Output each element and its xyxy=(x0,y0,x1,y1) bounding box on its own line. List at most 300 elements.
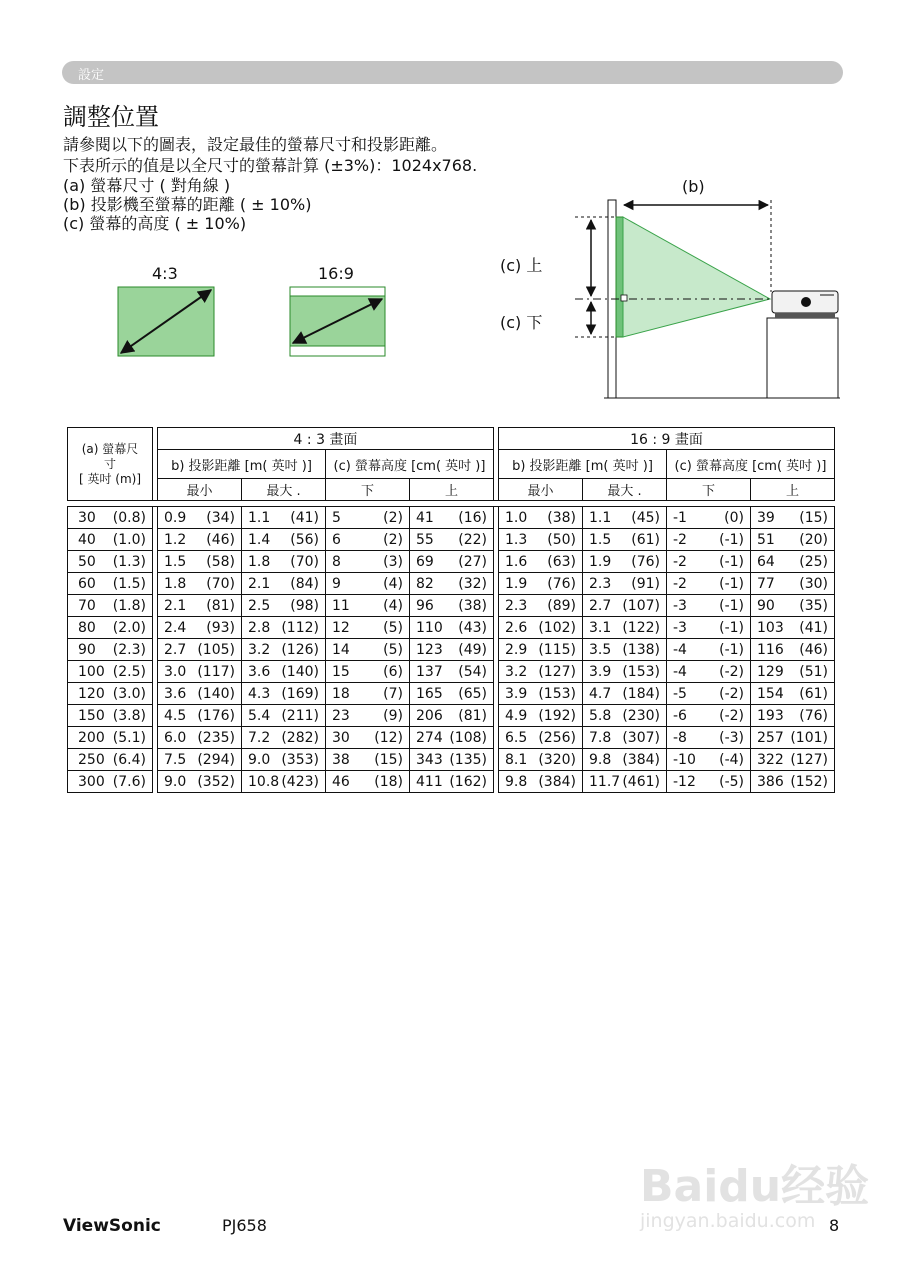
cell-value-paren: (153) xyxy=(622,663,660,680)
cell-value: -4 xyxy=(673,641,687,658)
cell-value: -8 xyxy=(673,729,687,746)
table-cell xyxy=(499,529,583,551)
cell-value-paren: (0.8) xyxy=(112,509,146,526)
cell-value-paren: (-1) xyxy=(719,553,744,570)
table-cell xyxy=(499,749,583,771)
cell-value: 90 xyxy=(78,641,96,658)
cell-value-paren: (30) xyxy=(799,575,828,592)
cell-value-paren: (41) xyxy=(799,619,828,636)
cell-value: 70 xyxy=(78,597,96,614)
cell-value: 411 xyxy=(416,773,443,790)
cell-value: -3 xyxy=(673,597,687,614)
screen-size-cell xyxy=(68,683,153,705)
cell-value: 1.1 xyxy=(589,509,612,526)
cell-value-paren: (-1) xyxy=(719,641,744,658)
cell-value: 2.7 xyxy=(164,641,187,658)
table-cell xyxy=(242,749,326,771)
cell-value: 1.6 xyxy=(505,553,528,570)
table-cell xyxy=(410,771,494,793)
intro-line: 下表所示的值是以全尺寸的螢幕計算 (±3%)：1024x768. xyxy=(63,156,478,175)
cell-value-paren: (-2) xyxy=(719,663,744,680)
cell-value-paren: (54) xyxy=(458,663,487,680)
cell-value-paren: (115) xyxy=(538,641,576,658)
cell-value: 11 xyxy=(332,597,350,614)
cell-value: 322 xyxy=(757,751,784,768)
table-cell xyxy=(158,595,242,617)
cell-value-paren: (58) xyxy=(206,553,235,570)
table-cell xyxy=(158,771,242,793)
cell-value-paren: (353) xyxy=(281,751,319,768)
cell-value-paren: (65) xyxy=(458,685,487,702)
cell-value-paren: (18) xyxy=(374,773,403,790)
cell-value: 12 xyxy=(332,619,350,636)
cell-value: 2.5 xyxy=(248,597,271,614)
cell-value: 2.3 xyxy=(505,597,528,614)
table-cell xyxy=(499,727,583,749)
cell-value-paren: (256) xyxy=(538,729,576,746)
cell-value-paren: (76) xyxy=(631,553,660,570)
cell-value-paren: (70) xyxy=(290,553,319,570)
cell-value: 6 xyxy=(332,531,341,548)
screen-size-cell xyxy=(68,507,153,529)
table-cell xyxy=(326,749,410,771)
cell-value: 300 xyxy=(78,773,105,790)
watermark-logo: Baidu经验 xyxy=(640,1161,870,1212)
screen-size-header: (a) 螢幕尺 寸 [ 英吋 (m)] xyxy=(68,428,153,501)
table-cell xyxy=(326,683,410,705)
projection-screen xyxy=(616,217,623,337)
cell-value: 1.9 xyxy=(505,575,528,592)
cell-value: 10.8 xyxy=(248,773,280,790)
cell-value-paren: (32) xyxy=(458,575,487,592)
table-row xyxy=(68,507,835,529)
cell-value-paren: (108) xyxy=(449,729,487,746)
cell-value: 7.5 xyxy=(164,751,187,768)
cell-value: 1.9 xyxy=(589,553,612,570)
cell-value: 3.0 xyxy=(164,663,187,680)
footer-model: PJ658 xyxy=(222,1216,267,1235)
table-cell xyxy=(667,727,751,749)
cell-value: 1.1 xyxy=(248,509,271,526)
cell-value-paren: (230) xyxy=(622,707,660,724)
table-cell xyxy=(667,595,751,617)
cell-value: 206 xyxy=(416,707,443,724)
height-down-label: (c) 下 xyxy=(500,313,543,332)
cell-value-paren: (1.8) xyxy=(112,597,146,614)
cell-value-paren: (38) xyxy=(547,509,576,526)
height-header-43: (c) 螢幕高度 [cm( 英吋 )] xyxy=(326,450,494,479)
cell-value: 103 xyxy=(757,619,784,636)
cell-value-paren: (2.0) xyxy=(112,619,146,636)
min-header: 最小 xyxy=(158,479,242,501)
table-row xyxy=(68,529,835,551)
cell-value: 116 xyxy=(757,641,784,658)
table-body xyxy=(68,507,835,793)
cell-value: 3.6 xyxy=(164,685,187,702)
table-cell xyxy=(242,617,326,639)
cell-value: 1.3 xyxy=(505,531,528,548)
intro-line: (a) 螢幕尺寸 ( 對角線 ) xyxy=(63,176,231,195)
cell-value: 3.6 xyxy=(248,663,271,680)
max-header: 最大 . xyxy=(583,479,667,501)
cell-value-paren: (70) xyxy=(206,575,235,592)
table-cell xyxy=(158,639,242,661)
table-cell xyxy=(158,617,242,639)
table-cell xyxy=(158,507,242,529)
cell-value-paren: (34) xyxy=(206,509,235,526)
cell-value: 274 xyxy=(416,729,443,746)
table-cell xyxy=(667,507,751,529)
cell-value: 7.8 xyxy=(589,729,612,746)
cell-value: 1.8 xyxy=(248,553,271,570)
cell-value: 123 xyxy=(416,641,443,658)
table-cell xyxy=(751,529,835,551)
cell-value: 7.2 xyxy=(248,729,271,746)
cell-value: 2.1 xyxy=(248,575,271,592)
table-cell xyxy=(410,639,494,661)
cell-value: 80 xyxy=(78,619,96,636)
cell-value-paren: (-3) xyxy=(719,729,744,746)
table-cell xyxy=(158,705,242,727)
cell-value: 100 xyxy=(78,663,105,680)
table-cell xyxy=(583,595,667,617)
cell-value-paren: (235) xyxy=(197,729,235,746)
cell-value-paren: (423) xyxy=(281,773,319,790)
table-cell xyxy=(583,573,667,595)
cell-value-paren: (184) xyxy=(622,685,660,702)
cell-value-paren: (461) xyxy=(622,773,660,790)
table-cell xyxy=(326,573,410,595)
cell-value: 3.9 xyxy=(505,685,528,702)
table-cell xyxy=(410,529,494,551)
cell-value: 2.1 xyxy=(164,597,187,614)
table-cell xyxy=(410,683,494,705)
table-cell xyxy=(410,727,494,749)
cell-value-paren: (89) xyxy=(547,597,576,614)
screen-size-cell xyxy=(68,617,153,639)
cell-value-paren: (6.4) xyxy=(112,751,146,768)
projector-table xyxy=(767,318,838,398)
cell-value-paren: (43) xyxy=(458,619,487,636)
cell-value: -12 xyxy=(673,773,696,790)
table-cell xyxy=(158,573,242,595)
cell-value: 46 xyxy=(332,773,350,790)
table-cell xyxy=(583,551,667,573)
cell-value: 15 xyxy=(332,663,350,680)
cell-value: 90 xyxy=(757,597,775,614)
table-cell xyxy=(410,573,494,595)
cell-value-paren: (46) xyxy=(799,641,828,658)
table-cell xyxy=(242,529,326,551)
cell-value-paren: (35) xyxy=(799,597,828,614)
cell-value-paren: (127) xyxy=(538,663,576,680)
cell-value-paren: (45) xyxy=(631,509,660,526)
projector-icon xyxy=(772,291,838,318)
table-cell xyxy=(751,507,835,529)
cell-value-paren: (307) xyxy=(622,729,660,746)
cell-value: 9.0 xyxy=(248,751,271,768)
table-cell xyxy=(751,705,835,727)
cell-value: 9.8 xyxy=(589,751,612,768)
cell-value-paren: (22) xyxy=(458,531,487,548)
table-cell xyxy=(242,507,326,529)
cell-value-paren: (127) xyxy=(790,751,828,768)
screen-size-cell xyxy=(68,749,153,771)
table-cell xyxy=(751,639,835,661)
table-cell xyxy=(751,683,835,705)
cell-value-paren: (15) xyxy=(374,751,403,768)
cell-value: 257 xyxy=(757,729,784,746)
table-cell xyxy=(499,573,583,595)
cell-value: 23 xyxy=(332,707,350,724)
cell-value-paren: (0) xyxy=(724,509,744,526)
cell-value: 40 xyxy=(78,531,96,548)
cell-value-paren: (135) xyxy=(449,751,487,768)
cell-value-paren: (-1) xyxy=(719,531,744,548)
cell-value-paren: (-1) xyxy=(719,575,744,592)
cell-value-paren: (4) xyxy=(383,575,403,592)
table-cell xyxy=(499,551,583,573)
cell-value-paren: (320) xyxy=(538,751,576,768)
cell-value: 1.4 xyxy=(248,531,271,548)
cell-value: 55 xyxy=(416,531,434,548)
table-cell xyxy=(326,617,410,639)
cell-value-paren: (81) xyxy=(206,597,235,614)
cell-value: 3.9 xyxy=(589,663,612,680)
cell-value: 41 xyxy=(416,509,434,526)
table-row xyxy=(68,573,835,595)
cell-value: 38 xyxy=(332,751,350,768)
cell-value: -2 xyxy=(673,531,687,548)
cell-value: 4.5 xyxy=(164,707,187,724)
cell-value: 2.8 xyxy=(248,619,271,636)
cell-value-paren: (63) xyxy=(547,553,576,570)
ratio-43-label: 4:3 xyxy=(152,264,178,283)
distance-label: (b) xyxy=(682,177,705,196)
table-cell xyxy=(326,507,410,529)
cell-value-paren: (122) xyxy=(622,619,660,636)
table-cell xyxy=(667,529,751,551)
table-cell xyxy=(410,661,494,683)
table-cell xyxy=(583,683,667,705)
table-cell xyxy=(158,551,242,573)
cell-value-paren: (12) xyxy=(374,729,403,746)
cell-value-paren: (16) xyxy=(458,509,487,526)
cell-value-paren: (126) xyxy=(281,641,319,658)
cell-value: 2.3 xyxy=(589,575,612,592)
intro-line: (b) 投影機至螢幕的距離 ( ± 10%) xyxy=(63,195,312,214)
table-cell xyxy=(242,573,326,595)
table-cell xyxy=(751,661,835,683)
table-cell xyxy=(158,727,242,749)
cell-value-paren: (2) xyxy=(383,509,403,526)
down-header: 下 xyxy=(326,479,410,501)
cell-value-paren: (27) xyxy=(458,553,487,570)
cell-value: 4.7 xyxy=(589,685,612,702)
table-cell xyxy=(499,683,583,705)
cell-value: 64 xyxy=(757,553,775,570)
screen-size-cell xyxy=(68,551,153,573)
max-header: 最大 . xyxy=(242,479,326,501)
table-cell xyxy=(326,639,410,661)
cell-value-paren: (102) xyxy=(538,619,576,636)
table-cell xyxy=(583,771,667,793)
cell-value-paren: (169) xyxy=(281,685,319,702)
cell-value-paren: (352) xyxy=(197,773,235,790)
table-cell xyxy=(667,661,751,683)
table-cell xyxy=(499,507,583,529)
table-cell xyxy=(751,771,835,793)
intro-line: 請參閱以下的圖表，設定最佳的螢幕尺寸和投影距離。 xyxy=(63,135,448,154)
cell-value: -3 xyxy=(673,619,687,636)
cell-value: 8 xyxy=(332,553,341,570)
table-cell xyxy=(667,771,751,793)
cell-value: 165 xyxy=(416,685,443,702)
cell-value-paren: (2) xyxy=(383,531,403,548)
table-row xyxy=(68,551,835,573)
table-cell xyxy=(499,705,583,727)
cell-value-paren: (-1) xyxy=(719,597,744,614)
cell-value: 2.9 xyxy=(505,641,528,658)
cell-value-paren: (107) xyxy=(622,597,660,614)
cell-value: 343 xyxy=(416,751,443,768)
table-cell xyxy=(583,529,667,551)
cell-value: 30 xyxy=(332,729,350,746)
cell-value: -2 xyxy=(673,553,687,570)
table-cell xyxy=(410,705,494,727)
table-row xyxy=(68,639,835,661)
cell-value: 110 xyxy=(416,619,443,636)
cell-value-paren: (7) xyxy=(383,685,403,702)
cell-value: -2 xyxy=(673,575,687,592)
cell-value: 82 xyxy=(416,575,434,592)
table-cell xyxy=(158,529,242,551)
cell-value: 200 xyxy=(78,729,105,746)
table-cell xyxy=(667,573,751,595)
cell-value-paren: (20) xyxy=(799,531,828,548)
table-cell xyxy=(326,529,410,551)
cell-value-paren: (384) xyxy=(538,773,576,790)
cell-value-paren: (3.8) xyxy=(112,707,146,724)
cell-value-paren: (7.6) xyxy=(112,773,146,790)
table-cell xyxy=(158,683,242,705)
cell-value: 1.0 xyxy=(505,509,528,526)
table-cell xyxy=(326,727,410,749)
cell-value-paren: (294) xyxy=(197,751,235,768)
cell-value: 6.5 xyxy=(505,729,528,746)
table-cell xyxy=(583,705,667,727)
throw-distance-table xyxy=(67,427,835,793)
cell-value: 3.2 xyxy=(248,641,271,658)
table-row xyxy=(68,617,835,639)
screen-size-cell xyxy=(68,727,153,749)
cell-value-paren: (-2) xyxy=(719,707,744,724)
table-cell xyxy=(667,749,751,771)
cell-value: -5 xyxy=(673,685,687,702)
cell-value: 14 xyxy=(332,641,350,658)
cell-value-paren: (140) xyxy=(197,685,235,702)
cell-value-paren: (56) xyxy=(290,531,319,548)
cell-value-paren: (384) xyxy=(622,751,660,768)
cell-value: 1.5 xyxy=(589,531,612,548)
cell-value-paren: (140) xyxy=(281,663,319,680)
cell-value: -1 xyxy=(673,509,687,526)
cell-value-paren: (61) xyxy=(799,685,828,702)
table-cell xyxy=(242,661,326,683)
table-cell xyxy=(242,683,326,705)
screen-size-cell xyxy=(68,573,153,595)
cell-value-paren: (117) xyxy=(197,663,235,680)
cell-value: 69 xyxy=(416,553,434,570)
screen-size-cell xyxy=(68,639,153,661)
table-cell xyxy=(410,551,494,573)
cell-value-paren: (192) xyxy=(538,707,576,724)
cell-value-paren: (1.5) xyxy=(112,575,146,592)
cell-value: 193 xyxy=(757,707,784,724)
cell-value: -10 xyxy=(673,751,696,768)
table-row xyxy=(68,771,835,793)
cell-value: 9.0 xyxy=(164,773,187,790)
up-header: 上 xyxy=(410,479,494,501)
cell-value-paren: (2.5) xyxy=(112,663,146,680)
table-cell xyxy=(410,749,494,771)
cell-value-paren: (49) xyxy=(458,641,487,658)
cell-value-paren: (3.0) xyxy=(112,685,146,702)
cell-value: 50 xyxy=(78,553,96,570)
cell-value: 129 xyxy=(757,663,784,680)
cell-value-paren: (84) xyxy=(290,575,319,592)
cell-value-paren: (152) xyxy=(790,773,828,790)
cell-value-paren: (2.3) xyxy=(112,641,146,658)
cell-value: 154 xyxy=(757,685,784,702)
cell-value: 1.5 xyxy=(164,553,187,570)
watermark-url: jingyan.baidu.com xyxy=(640,1210,816,1232)
table-cell xyxy=(499,771,583,793)
cell-value-paren: (101) xyxy=(790,729,828,746)
cell-value: 0.9 xyxy=(164,509,187,526)
cell-value-paren: (-5) xyxy=(719,773,744,790)
table-cell xyxy=(667,705,751,727)
table-cell xyxy=(410,595,494,617)
cell-value-paren: (6) xyxy=(383,663,403,680)
table-cell xyxy=(158,661,242,683)
table-cell xyxy=(326,705,410,727)
table-cell xyxy=(751,617,835,639)
cell-value-paren: (46) xyxy=(206,531,235,548)
page-title: 調整位置 xyxy=(63,103,159,131)
cell-value: 39 xyxy=(757,509,775,526)
cell-value-paren: (162) xyxy=(449,773,487,790)
cell-value: -6 xyxy=(673,707,687,724)
cell-value-paren: (138) xyxy=(622,641,660,658)
min-header: 最小 xyxy=(499,479,583,501)
cell-value: 2.6 xyxy=(505,619,528,636)
cell-value: 5.8 xyxy=(589,707,612,724)
cell-value-paren: (41) xyxy=(290,509,319,526)
cell-value-paren: (-1) xyxy=(719,619,744,636)
table-cell xyxy=(242,771,326,793)
table-cell xyxy=(667,551,751,573)
distance-header-43: b) 投影距離 [m( 英吋 )] xyxy=(158,450,326,479)
cell-value: 51 xyxy=(757,531,775,548)
cell-value: 8.1 xyxy=(505,751,528,768)
group-header-43: 4 : 3 畫面 xyxy=(158,428,494,450)
table-cell xyxy=(499,639,583,661)
cell-value: 6.0 xyxy=(164,729,187,746)
footer-brand: ViewSonic xyxy=(63,1216,161,1236)
cell-value: 9 xyxy=(332,575,341,592)
intro-line: (c) 螢幕的高度 ( ± 10%) xyxy=(63,214,247,233)
